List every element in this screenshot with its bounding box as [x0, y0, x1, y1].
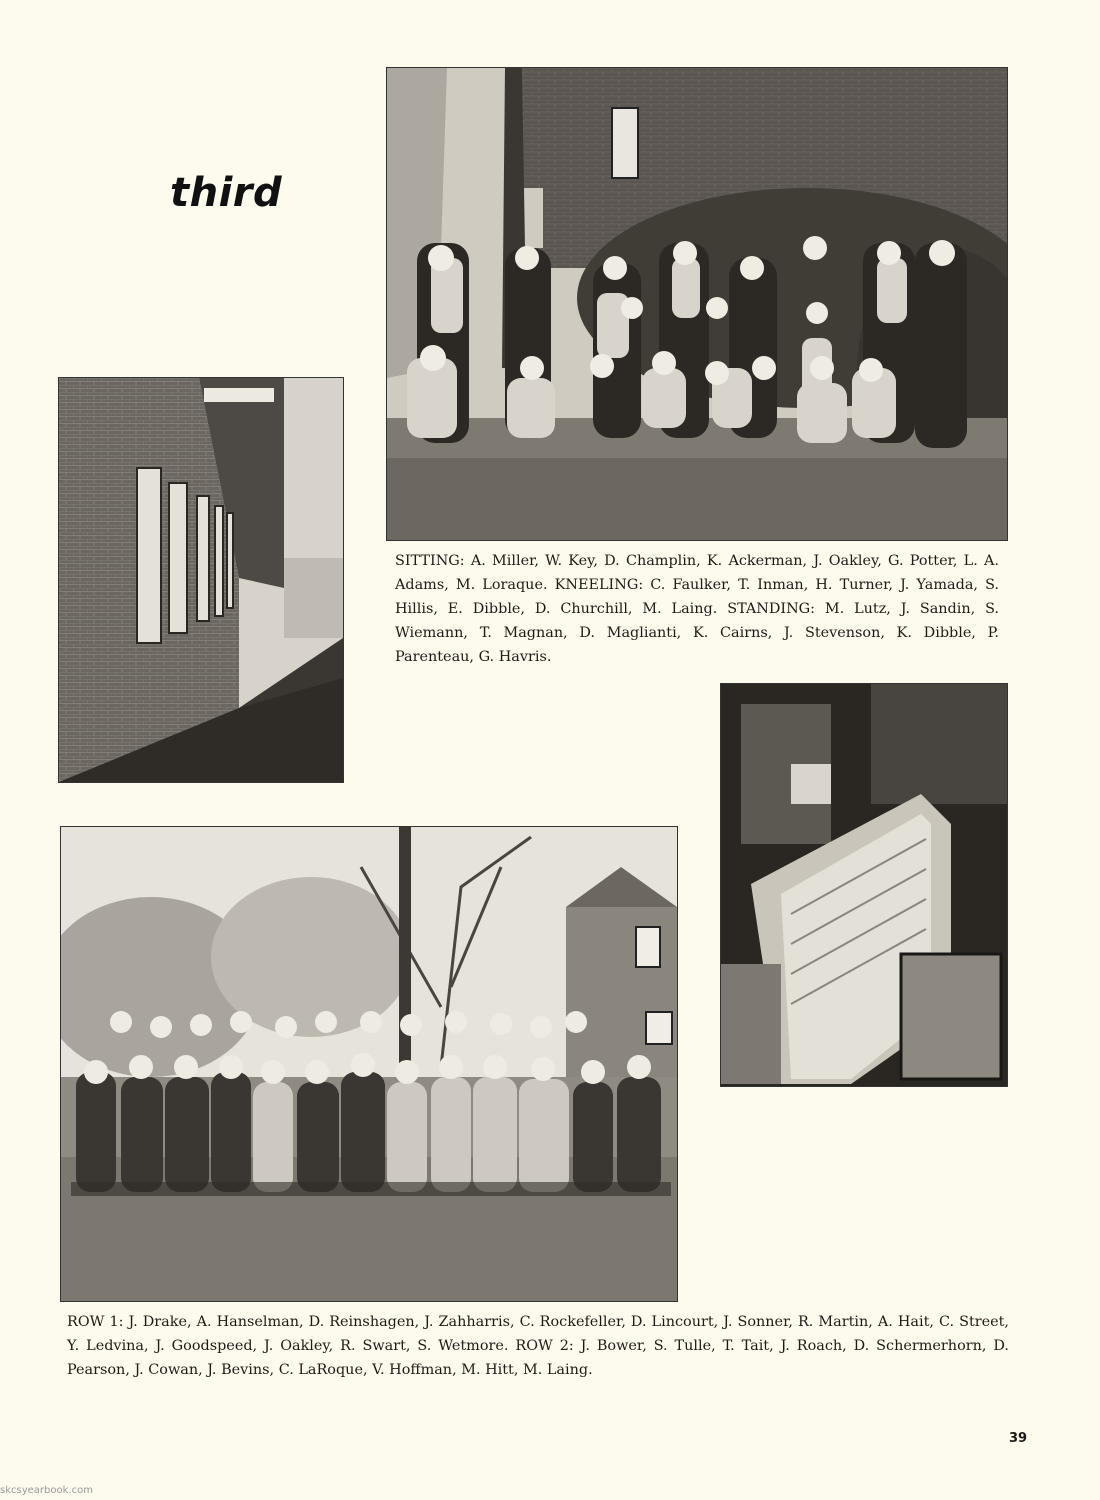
watermark-text: skcsyearbook.com — [0, 1485, 93, 1496]
building-photo — [58, 377, 344, 783]
class-photo-1 — [386, 67, 1008, 541]
class-photo-2 — [60, 826, 678, 1302]
construction-photo — [720, 683, 1008, 1087]
section-heading: third — [170, 170, 283, 216]
class-photo-1-caption: SITTING: A. Miller, W. Key, D. Champlin, K. Ackerman, J. Oakley, G. Potter, L. A. Adams, M. Loraque. KNEELING: C. Faulker, T. Inman, H. Turner, J. Yamada, S. Hillis, E. Dibble, D. Churchill, M. Laing. STANDING: M. Lutz, J. Sandin, S. Wiemann, T. Magnan, D. Maglianti, K. Cairns, J. Stevenson, K. Dibble, P. Parenteau, G. Havris. — [395, 553, 999, 665]
class-photo-2-caption: ROW 1: J. Drake, A. Hanselman, D. Reinshagen, J. Zahharris, C. Rockefeller, D. Lincourt, J. Sonner, R. Martin, A. Hait, C. Street, Y. Ledvina, J. Goodspeed, J. Oakley, R. Swart, S. Wetmore. ROW 2: J. Bower, S. Tulle, T. Tait, J. Roach, D. Schermerhorn, D. Pearson, J. Cowan, J. Bevins, C. LaRoque, V. Hoffman, M. Hitt, M. Laing. — [67, 1314, 1009, 1378]
page-number: 39 — [1009, 1431, 1028, 1446]
